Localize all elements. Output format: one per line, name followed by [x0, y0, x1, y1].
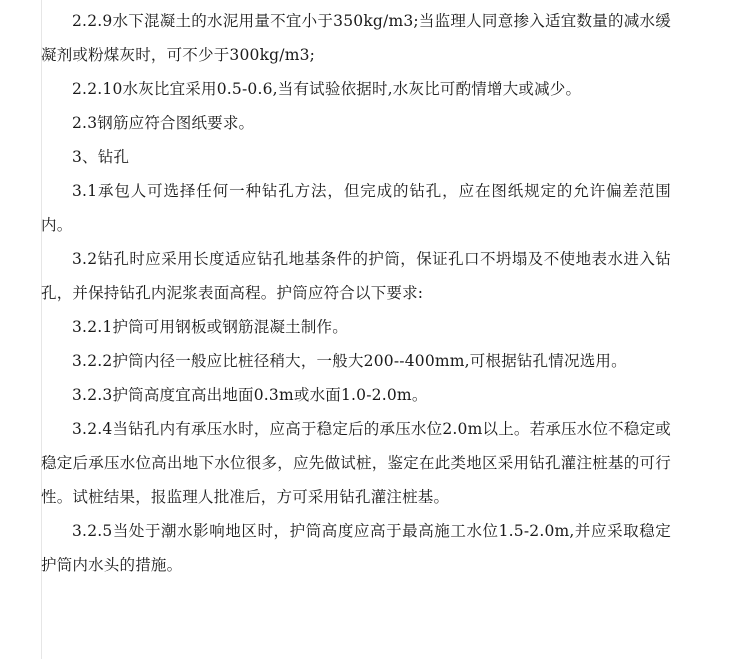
paragraph-2-3: 2.3钢筋应符合图纸要求。 — [72, 114, 255, 132]
document-body — [41, 4, 671, 582]
paragraph-3-2-3: 3.2.3护筒高度宜高出地面0.3m或水面1.0-2.0m。 — [72, 386, 428, 404]
paragraph-3-2-4: 3.2.4当钻孔内有承压水时，应高于稳定后的承压水位2.0m以上。若承压水位不稳定或稳定后承压水位高出地下水位很多，应先做试桩，鉴定在此类地区采用钻孔灌注桩基的可行性。试桩结果，报监理人批准后，方可采用钻孔灌注桩基。 — [41, 420, 671, 506]
paragraph-2-2-9: 2.2.9水下混凝土的水泥用量不宜小于350kg/m3;当监理人同意掺入适宜数量的减水缓凝剂或粉煤灰时，可不少于300kg/m3; — [41, 12, 671, 64]
paragraph-3-2-5: 3.2.5当处于潮水影响地区时，护筒高度应高于最高施工水位1.5-2.0m,并应采取稳定护筒内水头的措施。 — [41, 522, 671, 574]
paragraph-2-2-10: 2.2.10水灰比宜采用0.5-0.6,当有试验依据时,水灰比可酌情增大或减少。 — [72, 80, 582, 98]
paragraph-3-2-1: 3.2.1护筒可用钢板或钢筋混凝土制作。 — [72, 318, 348, 336]
paragraph-3-2: 3.2钻孔时应采用长度适应钻孔地基条件的护筒，保证孔口不坍塌及不使地表水进入钻孔，并保持钻孔内泥浆表面高程。护筒应符合以下要求: — [41, 250, 671, 302]
paragraph-3-1: 3.1承包人可选择任何一种钻孔方法，但完成的钻孔，应在图纸规定的允许偏差范围内。 — [41, 182, 671, 234]
section-heading-drilling: 3、钻孔 — [72, 148, 130, 166]
paragraph-3-2-2: 3.2.2护筒内径一般应比桩径稍大，一般大200--400mm,可根据钻孔情况选用。 — [72, 352, 627, 370]
